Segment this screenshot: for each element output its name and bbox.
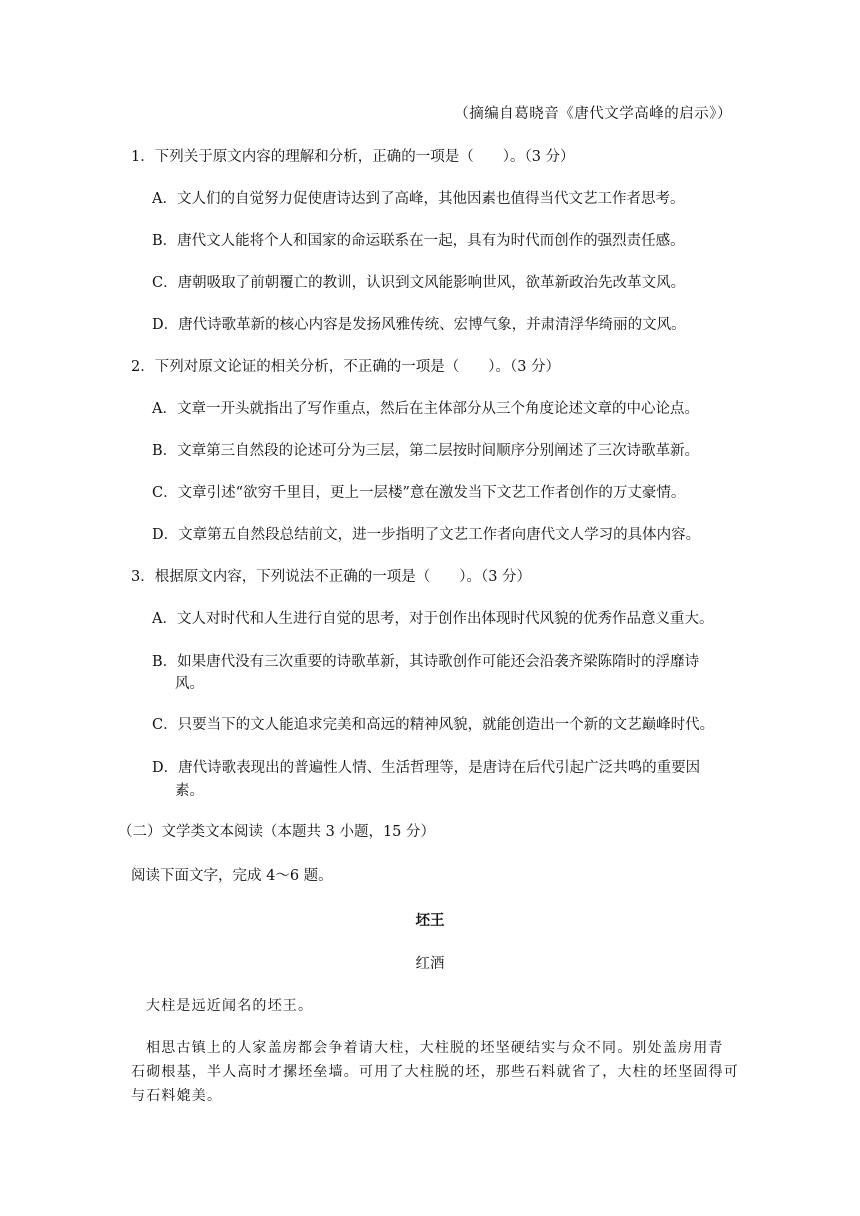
source-citation: （摘编自葛晓音《唐代文学高峰的启示》） <box>454 106 732 122</box>
question-3-option-a: A．文人对时代和人生进行自觉的思考，对于创作出体现时代风貌的优秀作品意义重大。 <box>152 611 714 627</box>
question-3-option-b-continued: 风。 <box>175 676 204 692</box>
section-heading: （二）文学类文本阅读（本题共 3 小题，15 分） <box>118 824 436 840</box>
question-1-option-c: C．唐朝吸取了前朝覆亡的教训，认识到文风能影响世风，欲革新政治先改革文风。 <box>152 275 686 291</box>
question-3-stem: 3．根据原文内容，下列说法不正确的一项是（ ）。（3 分） <box>131 569 532 585</box>
story-paragraph-2-line-1: 相思古镇上的人家盖房都会争着请大柱，大柱脱的坯坚硬结实与众不同。别处盖房用青 <box>146 1040 724 1056</box>
reading-instruction: 阅读下面文字，完成 4～6 题。 <box>131 868 333 884</box>
question-2-option-c: C．文章引述“欲穷千里目，更上一层楼”意在激发当下文艺工作者创作的万丈豪情。 <box>152 485 686 501</box>
story-title: 坯王 <box>415 912 445 929</box>
question-3-option-d-continued: 素。 <box>175 783 204 799</box>
story-paragraph-2-line-3: 与石料媲美。 <box>131 1088 223 1104</box>
story-paragraph-2-line-2: 石砌根基，半人高时才摞坯垒墙。可用了大柱脱的坯，那些石料就省了，大柱的坯坚固得可 <box>131 1064 739 1080</box>
question-1-option-d: D．唐代诗歌革新的核心内容是发扬风雅传统、宏博气象，并肃清浮华绮丽的文风。 <box>152 317 686 333</box>
question-3-option-c: C．只要当下的文人能追求完美和高远的精神风貌，就能创造出一个新的文艺巅峰时代。 <box>152 717 715 733</box>
question-2-stem: 2．下列对原文论证的相关分析，不正确的一项是（ ）。（3 分） <box>131 359 561 375</box>
question-3-option-b: B．如果唐代没有三次重要的诗歌革新，其诗歌创作可能还会沿袭齐梁陈隋时的浮靡诗 <box>152 654 700 670</box>
question-2-option-b: B．文章第三自然段的论述可分为三层，第二层按时间顺序分别阐述了三次诗歌革新。 <box>152 443 700 459</box>
question-1-stem: 1．下列关于原文内容的理解和分析，正确的一项是（ ）。（3 分） <box>131 149 575 165</box>
question-3-option-d: D．唐代诗歌表现出的普遍性人情、生活哲理等，是唐诗在后代引起广泛共鸣的重要因 <box>152 760 701 776</box>
question-2-option-d: D．文章第五自然段总结前文，进一步指明了文艺工作者向唐代文人学习的具体内容。 <box>152 527 701 543</box>
story-paragraph-1: 大柱是远近闻名的坯王。 <box>146 998 314 1014</box>
question-1-option-a: A．文人们的自觉努力促使唐诗达到了高峰，其他因素也值得当代文艺工作者思考。 <box>152 191 685 207</box>
question-1-option-b: B．唐代文人能将个人和国家的命运联系在一起，具有为时代而创作的强烈责任感。 <box>152 233 685 249</box>
question-2-option-a: A．文章一开头就指出了写作重点，然后在主体部分从三个角度论述文章的中心论点。 <box>152 401 699 417</box>
story-author: 红酒 <box>415 956 445 972</box>
